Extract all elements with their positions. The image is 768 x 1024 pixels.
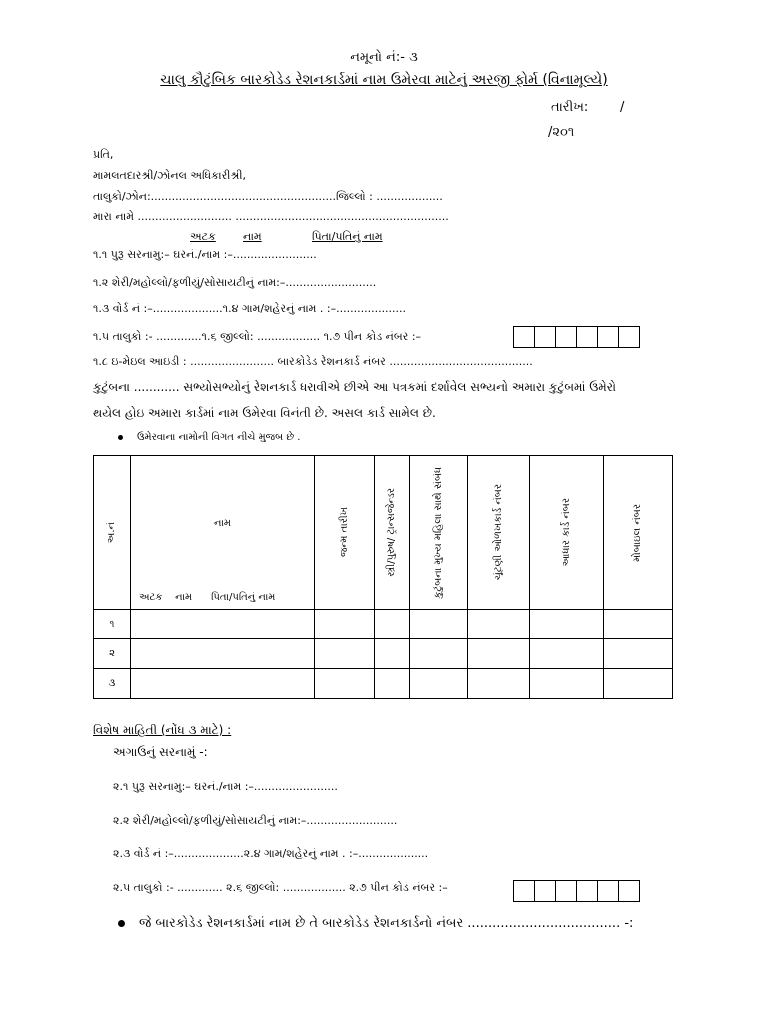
cell-gender[interactable] xyxy=(375,669,410,699)
row-number: ૧ xyxy=(94,610,131,639)
date-label: તારીખ: xyxy=(551,100,589,115)
cell-gender[interactable] xyxy=(375,639,410,669)
table-row xyxy=(94,610,673,639)
cell-name[interactable] xyxy=(131,639,315,669)
members-table xyxy=(93,455,673,699)
cell-dob[interactable] xyxy=(315,639,375,669)
pincode-boxes-2[interactable] xyxy=(513,880,640,902)
bullet-icon xyxy=(118,435,123,440)
name-col-surname: અટક xyxy=(190,230,216,243)
addressee-prati: પ્રતિ, xyxy=(93,148,114,161)
col-aadhar: આધાર કાર્ડ નંબર xyxy=(560,498,572,567)
col-relation: કુટુંબના મુખ્ય મહિલા સાથે સંબંધ xyxy=(432,466,444,599)
cell-election[interactable] xyxy=(468,669,530,699)
members-table-header xyxy=(94,456,673,610)
col-election: ચૂંટણી ઓળખકાર્ડ નંબર xyxy=(492,484,504,581)
cell-election[interactable] xyxy=(468,610,530,639)
col-dob: જન્મ તારીખ xyxy=(338,507,350,558)
row-number: ૨ xyxy=(94,639,131,669)
table-row xyxy=(94,639,673,669)
cell-name[interactable] xyxy=(131,669,315,699)
bullet-icon xyxy=(118,920,125,927)
field-1-2: ૧.૨ શેરી/મહોલ્લો/ફળીયું/સોસાયટીનું નામ:–.......................... xyxy=(93,276,377,289)
declaration-bullet xyxy=(118,432,300,443)
col-sr: અ.નં xyxy=(106,521,117,544)
row-number: ૩ xyxy=(94,669,131,699)
col-name-sub: અટક નામ પિતા/પતિનું નામ xyxy=(139,592,276,603)
addressee-officer: મામલતદારશ્રી/ઝોનલ અધિકારીશ્રી, xyxy=(93,169,247,182)
cell-aadhar[interactable] xyxy=(530,669,604,699)
final-line xyxy=(118,916,633,931)
cell-mobile[interactable] xyxy=(604,669,673,699)
cell-relation[interactable] xyxy=(410,669,468,699)
field-1-8: ૧.૮ ઇ-મેઇલ આઇડી : ........................ બારકોડેડ રેશનકાર્ડ નંબર ......................................... xyxy=(93,355,533,368)
declaration-line-1: કુટુંબના ............ સભ્યોસભ્યોનું રેશનકાર્ડ ધરાવીએ છીએ આ પત્રકમાં દર્શાવેલ સભ્યનો અમારા કુટુંબમાં ઉમેરો xyxy=(93,380,616,394)
field-2-3: ૨.૩ વોર્ડ નં :–....................૨.૪ ગામ/શહેરનું નામ . :–.................... xyxy=(113,847,429,860)
date-slash: / xyxy=(620,100,625,115)
cell-relation[interactable] xyxy=(410,639,468,669)
declaration-line-2: થયેલ હોઇ અમારા કાર્ડમાં નામ ઉમેરવા વિનંતી છે. અસલ કાર્ડ સામેલ છે. xyxy=(93,406,436,420)
field-2-5: ૨.૫ તાલુકો :- ............. ૨.૬ જીલ્લો: .................. ૨.૭ પીન કોડ નંબર :– xyxy=(113,881,448,894)
cell-aadhar[interactable] xyxy=(530,639,604,669)
cell-name[interactable] xyxy=(131,610,315,639)
my-name-line: મારા નામે ........................... ............................................................. xyxy=(93,210,449,223)
final-line-text: જે બારકોડેડ રેશનકાર્ડમાં નામ છે તે બારકોડેડ રેશનકાર્ડનો નંબર ..................................... -: xyxy=(139,916,634,931)
cell-gender[interactable] xyxy=(375,610,410,639)
previous-address-label: અગાઉનું સરનામું -: xyxy=(113,745,208,759)
field-2-2: ૨.૨ શેરી/મહોલ્લો/ફળીયું/સોસાયટીનું નામ:–.......................... xyxy=(113,814,398,827)
pincode-boxes-1[interactable] xyxy=(513,326,640,348)
field-1-1: ૧.૧ પુરૂ સરનામુ:– ઘરનં./નામ :–........................ xyxy=(93,248,317,261)
col-gender: સ્ત્રી/પુરુષ/ ટ્રાન્સજેન્ડર xyxy=(386,488,397,577)
declaration-bullet-text: ઉમેરવાના નામોની વિગત નીચે મુજબ છે . xyxy=(137,432,301,443)
special-heading: વિશેષ માહિતી (નોંધ ૩ માટે) : xyxy=(93,723,232,737)
field-1-5: ૧.૫ તાલુકો :- .............૧.૬ જીલ્લો: .................. ૧.૭ પીન કોડ નંબર :– xyxy=(93,330,422,343)
table-row xyxy=(94,669,673,699)
cell-mobile[interactable] xyxy=(604,610,673,639)
col-mobile: મોબાઇલ નંબર xyxy=(632,503,643,562)
cell-mobile[interactable] xyxy=(604,639,673,669)
form-number: નમૂનો નં:- ૩ xyxy=(350,50,418,65)
col-name: નામ xyxy=(214,518,231,529)
cell-dob[interactable] xyxy=(315,610,375,639)
name-col-father: પિતા/પતિનું નામ xyxy=(312,230,383,243)
cell-aadhar[interactable] xyxy=(530,610,604,639)
cell-relation[interactable] xyxy=(410,610,468,639)
form-title: ચાલુ કૌટુંબિક બારકોડેડ રેશનકાર્ડમાં નામ ઉમેરવા માટેનું અરજી ફોર્મ (વિનામૂલ્યે) xyxy=(160,72,608,88)
cell-election[interactable] xyxy=(468,639,530,669)
cell-dob[interactable] xyxy=(315,669,375,699)
date-year: /૨૦૧ xyxy=(548,125,575,140)
taluka-zone-line: તાલુકો/ઝોન:.....................................................જિલ્લો : ................... xyxy=(93,190,443,203)
field-2-1: ૨.૧ પુરૂ સરનામુ:– ઘરનં./નામ :–........................ xyxy=(113,780,338,793)
name-col-name: નામ xyxy=(243,230,262,243)
field-1-3: ૧.૩ વોર્ડ નં :–....................૧.૪ ગામ/શહેરનું નામ . :–.................... xyxy=(93,302,407,315)
